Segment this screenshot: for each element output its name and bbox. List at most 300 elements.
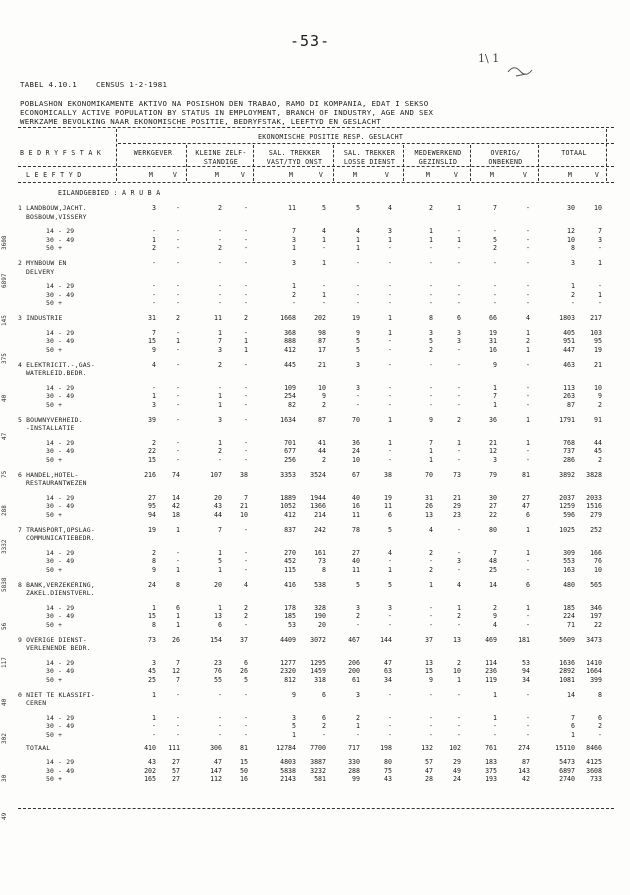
- table-cell: 6: [322, 690, 326, 699]
- table-cell: 399: [590, 675, 602, 684]
- table-cell: 1: [152, 713, 156, 722]
- table-cell: 5: [244, 675, 248, 684]
- table-cell: 1516: [586, 502, 602, 510]
- industry-label: TOTAAL: [26, 743, 51, 752]
- table-cell: -: [176, 383, 180, 392]
- table-cell: -: [244, 244, 248, 252]
- table-cell: 53: [288, 620, 296, 629]
- table-cell: -: [176, 548, 180, 557]
- industry-label: 1 LANDBOUW,JACHT.: [18, 204, 87, 212]
- table-cell: -: [457, 392, 461, 400]
- table-cell: 12: [489, 447, 497, 455]
- table-cell: -: [598, 244, 602, 252]
- table-cell: 185: [284, 612, 296, 620]
- table-cell: 45: [148, 667, 156, 675]
- table-cell: -: [388, 447, 392, 455]
- sex-label: M: [352, 171, 358, 179]
- table-cell: 4125: [586, 758, 602, 766]
- table-cell: -: [429, 730, 433, 739]
- table-cell: 2: [322, 400, 326, 409]
- table-cell: 11: [352, 565, 360, 574]
- table-cell: 2: [598, 400, 602, 409]
- table-cell: -: [429, 299, 433, 307]
- table-cell: 43: [148, 758, 156, 766]
- table-cell: 5: [292, 722, 296, 730]
- table-cell: 3: [388, 603, 392, 612]
- table-cell: 1: [218, 548, 222, 557]
- table-cell: -: [356, 620, 360, 629]
- table-cell: 26: [240, 667, 248, 675]
- age-group-label: 50 +: [46, 565, 63, 574]
- table-cell: -: [176, 360, 180, 369]
- table-cell: 15: [148, 337, 156, 345]
- margin-number: 6897: [1, 273, 8, 288]
- margin-number: 56: [1, 622, 8, 630]
- table-cell: 19: [594, 345, 602, 354]
- table-cell: 1: [457, 675, 461, 684]
- table-cell: 27: [522, 493, 530, 502]
- table-cell: 42: [172, 502, 180, 510]
- header-bottom-rule: [18, 182, 614, 183]
- table-cell: 4: [152, 360, 156, 369]
- table-cell: 2: [457, 415, 461, 424]
- table-cell: 38: [240, 470, 248, 479]
- table-cell: 23: [453, 510, 461, 519]
- table-cell: -: [388, 244, 392, 252]
- column-divider: [253, 145, 254, 181]
- table-cell: 288: [348, 766, 360, 775]
- table-cell: 6: [598, 713, 602, 722]
- table-cell: 6: [218, 620, 222, 629]
- table-cell: -: [457, 383, 461, 392]
- table-cell: 36: [489, 415, 497, 424]
- margin-number: 302: [1, 733, 8, 744]
- table-cell: 1: [322, 290, 326, 299]
- table-cell: -: [526, 730, 530, 739]
- table-cell: 20: [318, 620, 326, 629]
- table-cell: 1: [388, 438, 392, 447]
- table-cell: -: [218, 299, 222, 307]
- table-cell: 254: [284, 392, 296, 400]
- table-cell: 5: [388, 580, 392, 589]
- industry-label: 0 NIET TE KLASSIFI-: [18, 690, 95, 699]
- table-cell: -: [244, 557, 248, 565]
- table-cell: 1: [526, 345, 530, 354]
- table-cell: 6: [526, 580, 530, 589]
- table-cell: 14: [172, 493, 180, 502]
- table-cell: 109: [284, 383, 296, 392]
- table-cell: 6: [571, 722, 575, 730]
- table-cell: -: [388, 722, 392, 730]
- table-cell: -: [244, 713, 248, 722]
- table-cell: 6897: [559, 766, 575, 775]
- table-cell: 19: [489, 328, 497, 337]
- table-cell: -: [493, 722, 497, 730]
- table-cell: -: [356, 259, 360, 267]
- table-cell: 3: [356, 603, 360, 612]
- table-cell: 2: [429, 565, 433, 574]
- table-cell: 1: [571, 282, 575, 290]
- table-cell: 3: [356, 360, 360, 369]
- table-cell: -: [244, 690, 248, 699]
- table-cell: -: [244, 525, 248, 534]
- column-header: SAL. TREKKER: [268, 149, 321, 157]
- table-cell: 4: [322, 227, 326, 235]
- table-cell: -: [244, 282, 248, 290]
- table-cell: 25: [489, 565, 497, 574]
- table-cell: 596: [563, 510, 575, 519]
- header-group: EKONOMISCHE POSITIE RESP. GESLACHT: [258, 133, 404, 141]
- industry-label: ZAKEL.DIENSTVERL.: [26, 589, 95, 597]
- table-cell: 5: [356, 345, 360, 354]
- table-cell: 87: [522, 758, 530, 766]
- table-cell: 1: [322, 259, 326, 267]
- sex-label: M: [489, 171, 495, 179]
- table-cell: -: [457, 525, 461, 534]
- table-cell: 3: [493, 455, 497, 464]
- table-cell: -: [244, 290, 248, 299]
- table-cell: 202: [144, 766, 156, 775]
- table-cell: 2: [322, 455, 326, 464]
- table-cell: 2: [292, 290, 296, 299]
- table-cell: -: [388, 713, 392, 722]
- table-cell: 463: [563, 360, 575, 369]
- table-cell: 2: [598, 722, 602, 730]
- table-cell: 1: [176, 525, 180, 534]
- table-cell: 1: [176, 612, 180, 620]
- table-cell: -: [388, 337, 392, 345]
- age-group-label: 14 - 29: [46, 713, 75, 722]
- table-cell: 1634: [280, 415, 296, 424]
- table-cell: 3353: [280, 470, 296, 479]
- table-cell: 9: [429, 415, 433, 424]
- age-group-label: 50 +: [46, 345, 63, 354]
- table-cell: -: [526, 690, 530, 699]
- table-cell: 44: [214, 510, 222, 519]
- table-cell: 132: [421, 743, 433, 752]
- table-cell: 270: [284, 548, 296, 557]
- table-cell: 1: [356, 244, 360, 252]
- table-cell: 3892: [559, 470, 575, 479]
- table-cell: 5: [356, 580, 360, 589]
- table-cell: -: [244, 259, 248, 267]
- census-date: CENSUS 1-2-1981: [96, 80, 168, 89]
- table-cell: -: [176, 345, 180, 354]
- table-cell: 3: [152, 658, 156, 667]
- table-cell: 10: [567, 235, 575, 244]
- table-cell: -: [388, 290, 392, 299]
- table-cell: 375: [485, 766, 497, 775]
- table-cell: 16: [352, 502, 360, 510]
- table-cell: 9: [292, 690, 296, 699]
- age-group-label: 14 - 29: [46, 603, 75, 612]
- table-cell: 1: [176, 565, 180, 574]
- table-cell: -: [526, 455, 530, 464]
- table-cell: 1: [152, 690, 156, 699]
- age-group-label: 14 - 29: [46, 758, 75, 766]
- table-cell: 1791: [559, 415, 575, 424]
- table-cell: -: [244, 227, 248, 235]
- table-cell: 48: [489, 557, 497, 565]
- table-cell: 44: [318, 447, 326, 455]
- table-cell: 4: [388, 204, 392, 212]
- table-cell: 181: [518, 635, 530, 644]
- table-cell: -: [457, 690, 461, 699]
- table-cell: 1: [322, 235, 326, 244]
- table-cell: 3: [457, 328, 461, 337]
- table-cell: 5: [388, 525, 392, 534]
- table-cell: 3232: [310, 766, 326, 775]
- table-cell: -: [388, 620, 392, 629]
- table-cell: 1: [356, 235, 360, 244]
- table-cell: -: [244, 235, 248, 244]
- table-cell: 10: [352, 455, 360, 464]
- table-cell: 27: [489, 502, 497, 510]
- table-cell: 40: [352, 493, 360, 502]
- column-header-sub: GEZINSLID: [418, 158, 458, 166]
- industry-label: 5 BOUWNYVERHEID.: [18, 415, 83, 424]
- table-cell: 21: [318, 360, 326, 369]
- table-cell: 26: [172, 635, 180, 644]
- column-header: MEDEWERKEND: [414, 149, 462, 157]
- age-group-label: 50 +: [46, 455, 63, 464]
- table-cell: 73: [148, 635, 156, 644]
- industry-label: 2 MYNBOUW EN: [18, 259, 67, 267]
- table-cell: -: [493, 282, 497, 290]
- table-cell: 1: [457, 204, 461, 212]
- table-cell: 3: [598, 235, 602, 244]
- table-cell: 4409: [280, 635, 296, 644]
- table-cell: 14: [489, 580, 497, 589]
- table-cell: 837: [284, 525, 296, 534]
- table-cell: 1636: [559, 658, 575, 667]
- table-cell: 22: [148, 447, 156, 455]
- table-cell: -: [218, 690, 222, 699]
- table-cell: -: [176, 690, 180, 699]
- table-cell: 45: [594, 447, 602, 455]
- table-cell: 3828: [586, 470, 602, 479]
- table-cell: 13: [453, 635, 461, 644]
- table-cell: -: [152, 730, 156, 739]
- table-cell: 190: [314, 612, 326, 620]
- column-header-sub: LOSSE DIENST: [343, 158, 396, 166]
- table-cell: -: [176, 227, 180, 235]
- region-label: EILANDGEBIED : A R U B A: [58, 189, 161, 197]
- table-cell: -: [388, 400, 392, 409]
- table-cell: 2: [356, 713, 360, 722]
- handwritten-scribble: [506, 62, 536, 80]
- margin-number: 40: [1, 698, 8, 706]
- table-cell: -: [388, 557, 392, 565]
- table-cell: -: [176, 730, 180, 739]
- table-cell: 9: [493, 360, 497, 369]
- table-cell: -: [218, 722, 222, 730]
- table-cell: 67: [352, 470, 360, 479]
- age-group-label: 14 - 29: [46, 438, 75, 447]
- table-cell: -: [429, 690, 433, 699]
- table-cell: 733: [590, 775, 602, 783]
- age-group-label: 50 +: [46, 675, 63, 684]
- table-cell: -: [152, 722, 156, 730]
- header-divider: [116, 129, 117, 181]
- subheader-rule: [18, 166, 614, 167]
- table-cell: -: [429, 612, 433, 620]
- industry-label: CEREN: [26, 699, 47, 707]
- table-cell: 4: [429, 525, 433, 534]
- table-cell: 31: [489, 337, 497, 345]
- table-cell: -: [526, 227, 530, 235]
- table-cell: 5838: [280, 766, 296, 775]
- table-cell: 115: [284, 565, 296, 574]
- table-cell: 538: [314, 580, 326, 589]
- table-cell: 206: [348, 658, 360, 667]
- table-cell: -: [526, 299, 530, 307]
- margin-number: 145: [1, 315, 8, 326]
- table-cell: 256: [284, 455, 296, 464]
- table-cell: 87: [318, 337, 326, 345]
- table-cell: -: [526, 447, 530, 455]
- table-cell: 7: [429, 438, 433, 447]
- table-cell: 22: [489, 510, 497, 519]
- table-cell: -: [388, 299, 392, 307]
- table-cell: 103: [590, 328, 602, 337]
- table-cell: 1: [429, 455, 433, 464]
- table-cell: -: [356, 392, 360, 400]
- table-cell: 95: [594, 337, 602, 345]
- table-cell: -: [493, 290, 497, 299]
- table-cell: 1: [598, 290, 602, 299]
- table-cell: -: [176, 244, 180, 252]
- table-cell: 82: [288, 400, 296, 409]
- table-cell: 1: [388, 314, 392, 322]
- table-cell: 1: [457, 603, 461, 612]
- table-cell: 3: [356, 690, 360, 699]
- table-cell: -: [571, 299, 575, 307]
- table-cell: 2037: [559, 493, 575, 502]
- table-cell: 553: [563, 557, 575, 565]
- table-cell: 405: [563, 328, 575, 337]
- table-cell: 565: [590, 580, 602, 589]
- table-cell: -: [526, 565, 530, 574]
- table-cell: 1: [218, 603, 222, 612]
- table-cell: 1: [526, 328, 530, 337]
- table-cell: 717: [348, 743, 360, 752]
- table-cell: 7: [493, 204, 497, 212]
- table-cell: 2: [176, 314, 180, 322]
- table-cell: 6: [244, 658, 248, 667]
- table-cell: 3: [457, 557, 461, 565]
- table-cell: 3473: [586, 635, 602, 644]
- table-cell: -: [526, 360, 530, 369]
- table-cell: 1: [429, 447, 433, 455]
- table-cell: 1: [292, 244, 296, 252]
- sex-label: M: [214, 171, 220, 179]
- table-cell: -: [457, 259, 461, 267]
- industry-label: 4 ELEKTRICIT.-,GAS-: [18, 360, 95, 369]
- table-cell: 1: [571, 730, 575, 739]
- table-cell: -: [176, 447, 180, 455]
- table-cell: 15: [148, 612, 156, 620]
- table-cell: -: [218, 713, 222, 722]
- table-cell: 161: [314, 548, 326, 557]
- table-cell: 166: [590, 548, 602, 557]
- table-cell: 165: [144, 775, 156, 783]
- table-cell: 1: [457, 438, 461, 447]
- industry-label: 6 HANDEL,HOTEL-: [18, 470, 79, 479]
- table-cell: -: [526, 282, 530, 290]
- table-cell: -: [457, 282, 461, 290]
- table-cell: 6: [388, 510, 392, 519]
- table-cell: -: [218, 259, 222, 267]
- table-cell: 50: [240, 766, 248, 775]
- table-cell: 34: [522, 675, 530, 684]
- table-cell: 200: [348, 667, 360, 675]
- table-cell: -: [218, 235, 222, 244]
- table-cell: 1081: [559, 675, 575, 684]
- table-cell: 3: [457, 337, 461, 345]
- table-cell: -: [244, 360, 248, 369]
- table-cell: 3: [356, 383, 360, 392]
- sex-label: V: [172, 171, 178, 179]
- table-cell: 2: [218, 360, 222, 369]
- table-cell: 1889: [280, 493, 296, 502]
- table-cell: 21: [240, 502, 248, 510]
- table-cell: -: [388, 345, 392, 354]
- table-cell: 11: [352, 510, 360, 519]
- table-cell: -: [526, 620, 530, 629]
- table-cell: 1: [152, 392, 156, 400]
- table-cell: 2: [152, 244, 156, 252]
- column-header-sub: STANDIGE: [203, 158, 239, 166]
- table-cell: 7: [176, 675, 180, 684]
- table-cell: 3: [152, 204, 156, 212]
- table-cell: 1: [152, 603, 156, 612]
- margin-number: 3608: [1, 235, 8, 250]
- table-cell: -: [322, 244, 326, 252]
- table-cell: 18: [172, 510, 180, 519]
- handwritten-note: 1\ 1: [478, 52, 500, 65]
- table-cell: -: [244, 565, 248, 574]
- margin-number: 40: [1, 394, 8, 402]
- industry-label: 8 BANK,VERZEKERING,: [18, 580, 95, 589]
- table-cell: -: [176, 438, 180, 447]
- table-cell: 31: [148, 314, 156, 322]
- table-cell: 1: [598, 259, 602, 267]
- table-cell: -: [526, 612, 530, 620]
- table-cell: -: [388, 455, 392, 464]
- table-cell: -: [598, 730, 602, 739]
- table-cell: 279: [590, 510, 602, 519]
- table-cell: 8: [598, 690, 602, 699]
- table-cell: 3: [218, 345, 222, 354]
- table-cell: -: [356, 400, 360, 409]
- table-cell: 24: [453, 775, 461, 783]
- margin-number: 5838: [1, 577, 8, 592]
- table-cell: 2: [429, 204, 433, 212]
- table-cell: 10: [240, 510, 248, 519]
- table-cell: 73: [453, 470, 461, 479]
- table-cell: 37: [240, 635, 248, 644]
- table-cell: 306: [210, 743, 222, 752]
- margin-number: 375: [1, 353, 8, 364]
- group-rule: [118, 143, 614, 144]
- table-cell: 8: [176, 580, 180, 589]
- table-cell: 98: [318, 328, 326, 337]
- table-cell: 12: [172, 667, 180, 675]
- table-cell: 94: [148, 510, 156, 519]
- table-cell: 701: [284, 438, 296, 447]
- table-cell: 76: [594, 557, 602, 565]
